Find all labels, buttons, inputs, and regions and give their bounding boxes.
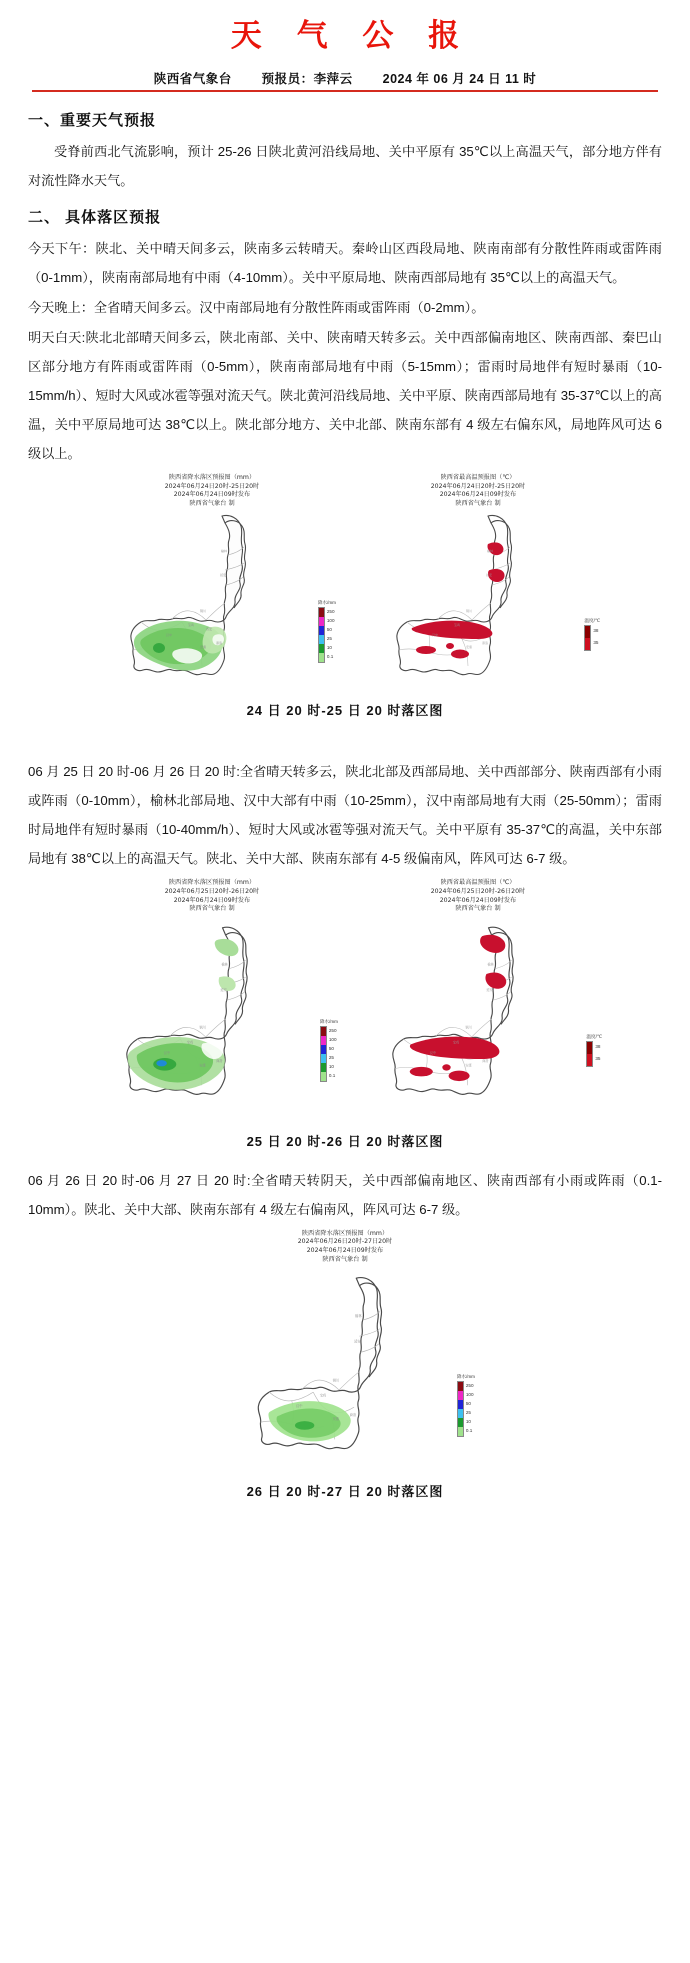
svg-text:汉中: 汉中 xyxy=(295,1404,302,1409)
title-container xyxy=(0,0,690,61)
svg-text:汉中: 汉中 xyxy=(432,633,439,638)
precip-legend-title: 降水/mm xyxy=(317,600,336,606)
temp-map-25-26-canvas xyxy=(348,914,608,1129)
map-header-line-2: 2024年06月24日20时-25日20时 xyxy=(430,482,526,490)
svg-text:榆林: 榆林 xyxy=(221,962,228,967)
temp-map-24-25 xyxy=(348,474,608,698)
precip-legend-title: 降水/mm xyxy=(319,1018,338,1024)
figure-26-27 xyxy=(28,1230,662,1500)
figure-24-25-maps xyxy=(28,474,662,698)
temp-legend-labels xyxy=(593,625,598,651)
legend-label-25: 25 xyxy=(465,1410,471,1416)
legend-label-0-1: 0.1 xyxy=(326,654,334,660)
forecast-today-afternoon: 今天下午：陕北、关中晴天间多云，陕南多云转晴天。秦岭山区西段局地、陕南南部有分散性阵雨或雷阵雨（0-1mm），陕南南部局地有中雨（4-10mm）。关中平原局地、陕南西部局地有 35℃以上的高温天气。 xyxy=(28,241,662,285)
svg-text:榆林: 榆林 xyxy=(487,549,494,554)
section-heading-2: 二、 具体落区预报 xyxy=(28,209,162,226)
svg-text:汉中: 汉中 xyxy=(166,633,173,638)
svg-text:铜川: 铜川 xyxy=(199,1025,206,1030)
legend-label-0-1: 0.1 xyxy=(465,1428,473,1434)
map-header-line-2: 2024年06月25日20时-26日20时 xyxy=(430,887,526,895)
map-header-line-4: 陕西省气象台 制 xyxy=(322,1255,368,1263)
forecast-26-27: 06 月 26 日 20 时-06 月 27 日 20 时:全省晴天转阴天，关中西部偏南地区、陕南西部有小雨或阵雨（0.1-10mm）。陕北、关中大部、陕南东部有 4 级左右偏南风，阵风可达 6-7 级。 xyxy=(28,1172,662,1217)
figure-24-25-caption: 24 日 20 时-25 日 20 时落区图 xyxy=(246,703,444,719)
svg-text:安康: 安康 xyxy=(199,1063,206,1068)
shaanxi-precip-map-svg-3 xyxy=(238,1264,453,1474)
legend-label-250: 250 xyxy=(328,1027,337,1033)
precip-map-25-26 xyxy=(82,879,342,1128)
precip-legend-24-25 xyxy=(318,600,336,663)
legend-label-10: 10 xyxy=(465,1419,471,1425)
legend-label-38: 38 xyxy=(595,1043,601,1049)
map-header-line-4: 陕西省气象台 制 xyxy=(455,499,501,507)
precip-legend-labels xyxy=(466,1381,474,1437)
temp-legend-24-25 xyxy=(584,618,600,651)
legend-label-25: 25 xyxy=(328,1054,334,1060)
svg-text:榆林: 榆林 xyxy=(354,1313,362,1318)
section-heading-1: 一、重要天气预报 xyxy=(28,112,157,129)
svg-text:商洛: 商洛 xyxy=(349,1412,356,1417)
svg-text:安康: 安康 xyxy=(465,1063,472,1068)
byline-office: 陕西省气象台 xyxy=(153,72,232,86)
precip-map-26-27-canvas xyxy=(195,1264,495,1479)
svg-text:铜川: 铜川 xyxy=(200,609,207,614)
temp-legend-title: 温度/℃ xyxy=(584,618,600,624)
figure-spacer-1 xyxy=(28,723,662,757)
svg-text:商洛: 商洛 xyxy=(216,641,223,646)
precip-legend-labels xyxy=(327,607,335,663)
map-header-line-2: 2024年06月26日20时-27日20时 xyxy=(297,1238,393,1246)
forecast-tomorrow-daytime: 明天白天:陕北北部晴天间多云，陕北南部、关中、陕南晴天转多云。关中西部偏南地区、陕南西部、秦巴山区部分地方有阵雨或雷阵雨（0-5mm），陕南南部局地有中雨（5-15mm）；雷雨时局地伴有短时暴雨（10-15mm/h）、短时大风或冰雹等强对流天气。陕北黄河沿线局地、关中平原、陕南西部局地有 35-37℃以上的高温，关中平原局地可达 38℃以上。陕北部分地方、关中北部、陕南东部有 4 级左右偏东风，局地阵风可达 6 级以上。 xyxy=(28,330,662,461)
precip-legend-swatches xyxy=(320,1026,327,1082)
precipitation-areas xyxy=(128,939,239,1090)
byline-forecaster: 预报员：李萍云 xyxy=(261,72,353,86)
svg-text:商洛: 商洛 xyxy=(482,641,489,646)
svg-text:榆林: 榆林 xyxy=(221,549,228,554)
svg-text:铜川: 铜川 xyxy=(332,1378,339,1383)
page-title: 天 气 公 报 xyxy=(230,18,472,54)
legend-label-100: 100 xyxy=(326,618,335,624)
figure-24-25 xyxy=(28,474,662,719)
map-header-line-4: 陕西省气象台 制 xyxy=(455,905,501,913)
legend-label-38: 38 xyxy=(593,628,599,634)
temp-legend-swatches xyxy=(586,1041,593,1067)
precip-legend-26-27 xyxy=(457,1374,475,1437)
map-header-line-3: 2024年06月24日09时发布 xyxy=(173,491,251,499)
legend-label-250: 250 xyxy=(326,609,335,615)
svg-text:延安: 延安 xyxy=(353,1339,361,1344)
map-header-line-3: 2024年06月24日09时发布 xyxy=(439,896,517,904)
map-header-line-1: 陕西省降水落区预报图（mm） xyxy=(168,879,256,887)
temp-map-25-26-header xyxy=(348,879,608,913)
forecast-today-evening: 今天晚上：全省晴天间多云。汉中南部局地有分散性阵雨或雷阵雨（0-2mm）。 xyxy=(28,300,485,315)
temp-map-24-25-header xyxy=(348,474,608,508)
svg-text:延安: 延安 xyxy=(486,573,493,578)
svg-text:宝鸡: 宝鸡 xyxy=(188,623,195,628)
byline xyxy=(32,69,658,92)
map-header-line-1: 陕西省最高温预报图（℃） xyxy=(440,474,516,481)
precip-legend-swatches xyxy=(318,607,325,663)
byline-datetime: 2024 年 06 月 24 日 11 时 xyxy=(382,72,537,86)
map-header-line-4: 陕西省气象台 制 xyxy=(189,499,235,507)
svg-text:商洛: 商洛 xyxy=(482,1058,489,1063)
forecast-25-26: 06 月 25 日 20 时-06 月 26 日 20 时:全省晴天转多云，陕北北部及西部局地、关中西部部分、陕南西部有小雨或阵雨（0-10mm），榆林北部局地、汉中大部有中雨（10-25mm），汉中南部局地有大雨（25-50mm）；雷雨时局地伴有短时暴雨（10-40mm/h）、短时大风或冰雹等强对流天气。关中平原有 35-37℃的高温，关中东部局地有 38℃以上的高温天气。陕北、关中大部、陕南东部有 4-5 级偏南风，阵风可达 6-7 级。 xyxy=(28,764,662,867)
figure-25-26-caption: 25 日 20 时-26 日 20 时落区图 xyxy=(246,1133,444,1149)
legend-label-100: 100 xyxy=(328,1036,337,1042)
temp-map-24-25-canvas xyxy=(348,508,608,698)
map-header-line-1: 陕西省降水落区预报图（mm） xyxy=(168,474,256,481)
precip-map-26-27-header xyxy=(195,1230,495,1264)
map-header-line-3: 2024年06月24日09时发布 xyxy=(306,1246,384,1254)
section-1-paragraph-1: 受脊前西北气流影响，预计 25-26 日陕北黄河沿线局地、关中平原有 35℃以上高温天气，部分地方伴有对流性降水天气。 xyxy=(28,144,662,188)
map-header-line-2: 2024年06月25日20时-26日20时 xyxy=(164,887,260,895)
svg-text:延安: 延安 xyxy=(486,987,493,992)
map-header-line-4: 陕西省气象台 制 xyxy=(189,905,235,913)
svg-text:宝鸡: 宝鸡 xyxy=(319,1393,326,1398)
svg-text:铜川: 铜川 xyxy=(465,1025,472,1030)
svg-text:宝鸡: 宝鸡 xyxy=(186,1040,194,1045)
svg-text:安康: 安康 xyxy=(332,1417,339,1422)
precip-legend-title: 降水/mm xyxy=(456,1374,475,1380)
legend-label-35: 35 xyxy=(595,1055,601,1061)
precip-map-26-27 xyxy=(195,1230,495,1479)
svg-text:汉中: 汉中 xyxy=(163,1050,170,1055)
map-header-line-1: 陕西省最高温预报图（℃） xyxy=(440,879,516,887)
svg-text:榆林: 榆林 xyxy=(487,962,494,967)
precip-legend-labels xyxy=(329,1026,337,1082)
temp-legend-swatches xyxy=(584,625,591,651)
temp-legend-labels xyxy=(595,1041,600,1067)
temp-map-25-26 xyxy=(348,879,608,1128)
legend-label-50: 50 xyxy=(328,1045,334,1051)
svg-text:西安: 西安 xyxy=(206,627,213,632)
legend-label-35: 35 xyxy=(593,640,599,646)
legend-label-250: 250 xyxy=(465,1383,474,1389)
svg-text:商洛: 商洛 xyxy=(216,1058,223,1063)
shaanxi-precip-map-svg-2 xyxy=(107,914,317,1119)
svg-text:延安: 延安 xyxy=(220,573,227,578)
legend-label-25: 25 xyxy=(326,636,332,642)
svg-text:安康: 安康 xyxy=(466,645,473,650)
svg-text:铜川: 铜川 xyxy=(466,609,473,614)
legend-label-0-1: 0.1 xyxy=(328,1072,336,1078)
byline-container xyxy=(0,61,690,92)
precip-legend-25-26 xyxy=(320,1019,338,1082)
shaanxi-precip-map-svg xyxy=(112,508,312,693)
legend-label-10: 10 xyxy=(326,645,332,651)
precip-map-24-25-canvas xyxy=(82,508,342,698)
precip-legend-swatches xyxy=(457,1381,464,1437)
map-header-line-2: 2024年06月24日20时-25日20时 xyxy=(164,482,260,490)
map-header-line-1: 陕西省降水落区预报图（mm） xyxy=(301,1229,389,1237)
map-header-line-3: 2024年06月24日09时发布 xyxy=(173,896,251,904)
shaanxi-temp-map-svg xyxy=(378,508,578,693)
svg-text:延安: 延安 xyxy=(220,987,227,992)
temp-legend-25-26 xyxy=(586,1034,602,1067)
legend-label-10: 10 xyxy=(328,1063,334,1069)
figure-25-26 xyxy=(28,879,662,1149)
legend-label-100: 100 xyxy=(465,1392,474,1398)
svg-text:宝鸡: 宝鸡 xyxy=(454,623,461,628)
figure-26-27-maps xyxy=(28,1230,662,1479)
svg-text:汉中: 汉中 xyxy=(429,1050,436,1055)
svg-text:宝鸡: 宝鸡 xyxy=(452,1040,460,1045)
legend-label-50: 50 xyxy=(326,627,332,633)
figure-spacer-2 xyxy=(28,1154,662,1166)
precip-map-25-26-header xyxy=(82,879,342,913)
precip-map-25-26-canvas xyxy=(82,914,342,1129)
map-header-line-3: 2024年06月24日09时发布 xyxy=(439,491,517,499)
precip-map-24-25 xyxy=(82,474,342,698)
temp-legend-title: 温度/℃ xyxy=(586,1033,602,1039)
legend-label-50: 50 xyxy=(465,1401,471,1407)
shaanxi-temp-map-svg-2 xyxy=(373,914,583,1119)
svg-text:安康: 安康 xyxy=(200,645,207,650)
document-body xyxy=(0,92,690,1500)
figure-26-27-caption: 26 日 20 时-27 日 20 时落区图 xyxy=(246,1484,444,1500)
figure-25-26-maps xyxy=(28,879,662,1128)
precip-map-24-25-header xyxy=(82,474,342,508)
